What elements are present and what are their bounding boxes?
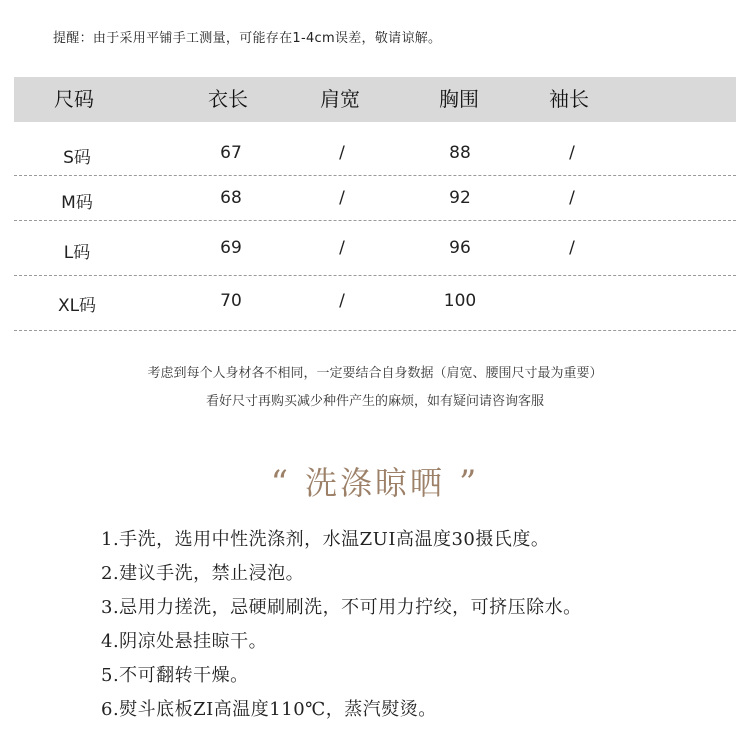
measurement-notice: 提醒：由于采用平铺手工测量，可能存在1-4cm误差，敬请谅解。: [53, 31, 442, 46]
header-size: 尺码: [54, 87, 94, 111]
list-item: 3.忌用力搓洗，忌硬刷刷洗，不可用力拧绞，可挤压除水。: [101, 597, 582, 618]
cell-shoulder: /: [339, 291, 345, 311]
cell-chest: 96: [449, 238, 471, 258]
list-item: 6.熨斗底板ZI高温度110℃，蒸汽熨烫。: [101, 699, 437, 720]
open-quote-mark: “: [270, 463, 291, 503]
wash-instructions: [101, 525, 582, 729]
header-shoulder: 肩宽: [320, 87, 360, 111]
list-item: 2.建议手洗，禁止浸泡。: [101, 563, 305, 584]
cell-shoulder: /: [339, 238, 345, 258]
advice-line-1: 考虑到每个人身材各不相同，一定要结合自身数据（肩宽、腰围尺寸最为重要）: [147, 366, 603, 381]
cell-sleeve: /: [569, 238, 575, 258]
size-table-header: [14, 77, 736, 122]
wash-title-text: 洗涤晾晒: [304, 464, 445, 502]
cell-size: XL码: [57, 296, 97, 316]
cell-chest: 88: [449, 143, 471, 163]
table-row: [14, 276, 736, 331]
list-item: 5.不可翻转干燥。: [101, 665, 249, 686]
table-row: [14, 176, 736, 221]
close-quote-mark: ”: [459, 463, 480, 503]
cell-length: 70: [220, 291, 242, 311]
header-sleeve: 袖长: [549, 87, 589, 111]
cell-sleeve: /: [569, 188, 575, 208]
cell-size: L码: [63, 243, 91, 263]
cell-size: M码: [61, 193, 93, 213]
cell-chest: 100: [443, 291, 477, 311]
table-row: [14, 221, 736, 276]
header-length: 衣长: [208, 87, 248, 111]
size-table: [14, 77, 736, 331]
wash-section-title: [0, 458, 750, 504]
cell-sleeve: /: [569, 143, 575, 163]
cell-length: 68: [220, 188, 242, 208]
cell-length: 67: [220, 143, 242, 163]
header-chest: 胸围: [439, 87, 479, 111]
cell-length: 69: [220, 238, 242, 258]
cell-chest: 92: [449, 188, 471, 208]
table-row: [14, 122, 736, 176]
list-item: 4.阴凉处悬挂晾干。: [101, 631, 268, 652]
cell-shoulder: /: [339, 143, 345, 163]
list-item: 1.手洗，选用中性洗涤剂，水温ZUI高温度30摄氏度。: [101, 529, 550, 550]
cell-size: S码: [63, 148, 91, 168]
advice-line-2: 看好尺寸再购买减少种件产生的麻烦，如有疑问请咨询客服: [205, 394, 544, 409]
cell-shoulder: /: [339, 188, 345, 208]
